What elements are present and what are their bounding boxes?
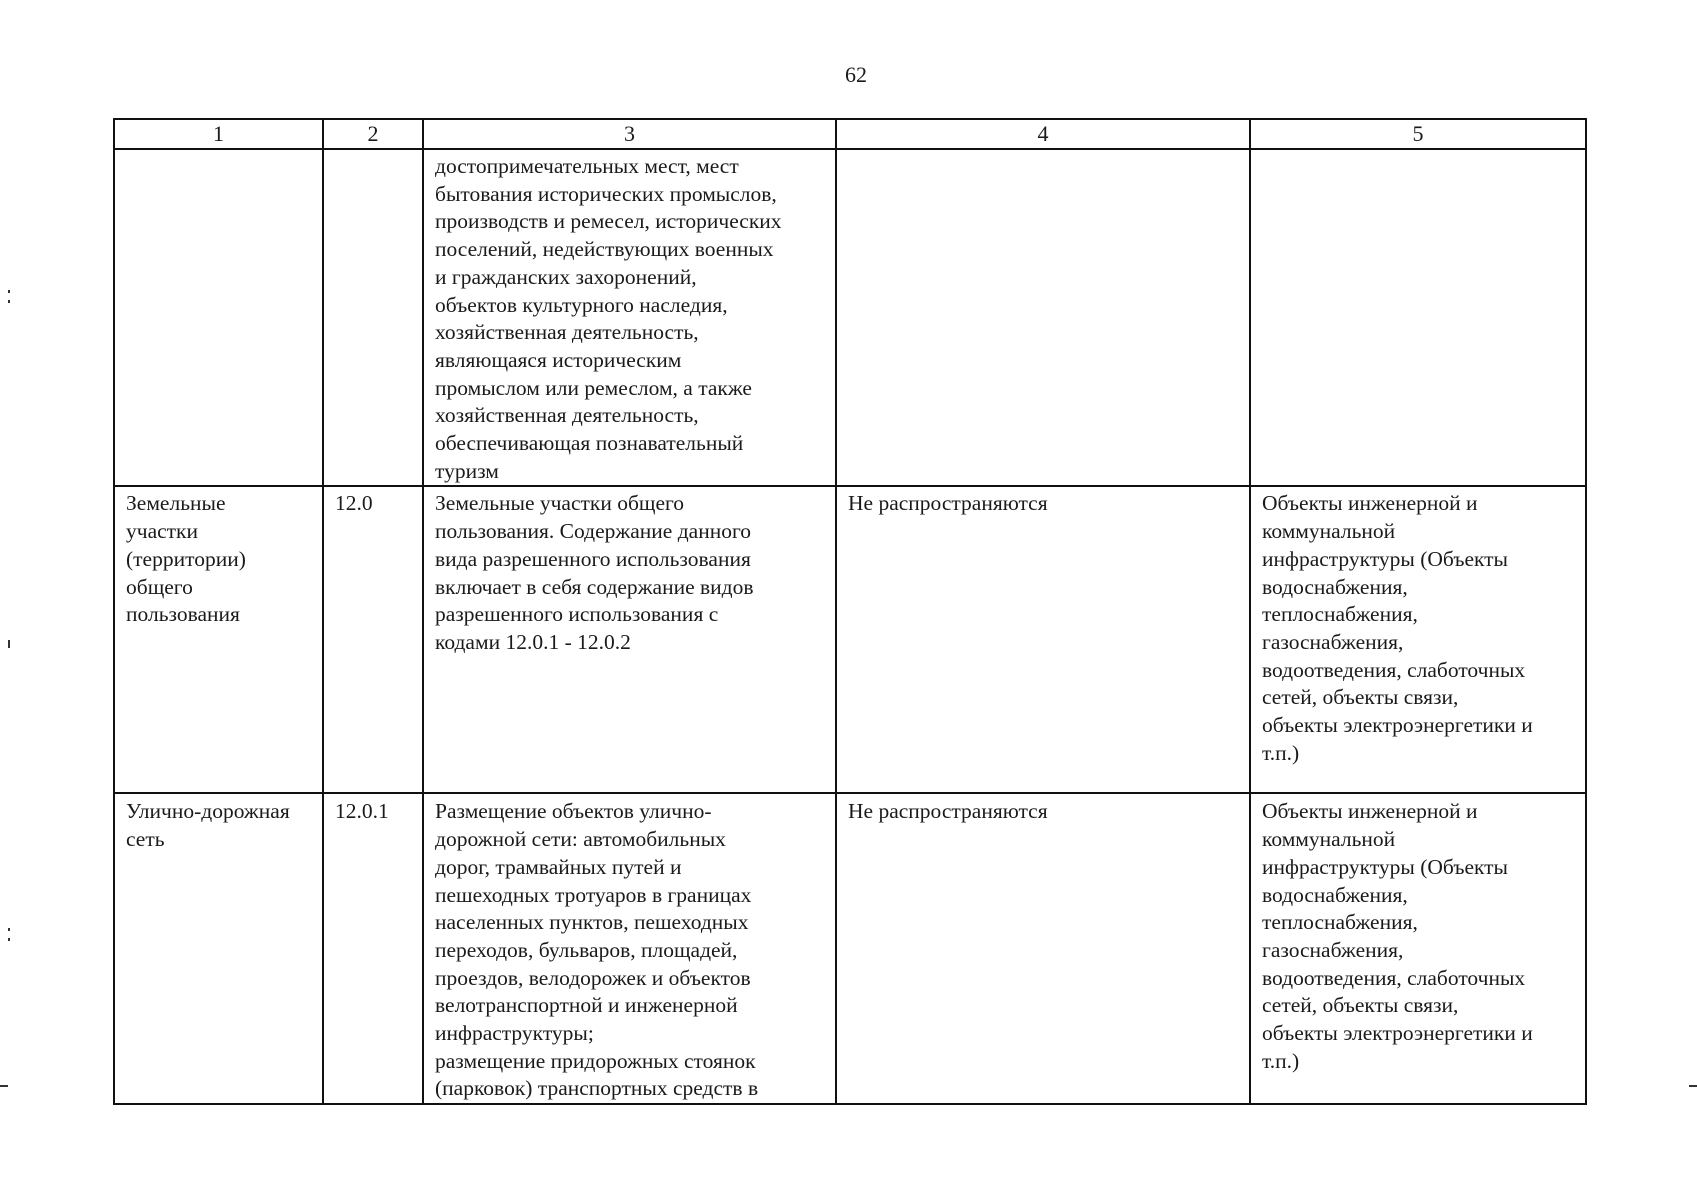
table-cell-parameters [836,793,1250,1104]
column-header: 2 [323,119,423,149]
cell-text: достопримечательных мест, мест бытования исторических промыслов, производств и ремесел, исторических поселений, недействующих военных и гражданских захоронений, объектов культурного наследия, хозяйственная деятельность, являющаяся историческим промыслом или ремеслом, а также хозяйственная деятельность, обеспечивающая познавательный туризм [435,154,782,483]
table-cell-description [423,149,836,486]
cell-text: Земельные участки общего пользования. Содержание данного вида разрешенного использования включает в себя содержание видов разрешенного использования с кодами 12.0.1 - 12.0.2 [435,491,754,654]
table-row [114,486,1586,793]
regulations-table [113,118,1587,1105]
cell-text: Улично-дорожная сеть [126,799,290,852]
table-cell-auxiliary [1250,486,1586,793]
column-header: 4 [836,119,1250,149]
cell-text: 12.0.1 [335,799,389,824]
scan-margin-mark [1689,1085,1697,1087]
table-cell-parameters [836,149,1250,486]
column-header: 5 [1250,119,1586,149]
cell-text: Размещение объектов улично- дорожной сети: автомобильных дорог, трамвайных путей и пешеходных тротуаров в границах населенных пунктов, пешеходных переходов, бульваров, площадей, проездов, велодорожек и объектов велотранспортной и инженерной инфраструктуры; размещение придорожных стоянок (парковок) транспортных средств в [435,799,759,1101]
table-cell-auxiliary [1250,149,1586,486]
table-cell-code [323,486,423,793]
scan-margin-mark [8,290,10,293]
column-header: 3 [423,119,836,149]
table-header-row [114,119,1586,149]
table-cell-description [423,486,836,793]
scan-margin-mark [8,928,10,931]
table-cell-use-name [114,793,323,1104]
scan-margin-mark [8,300,10,303]
table-cell-code [323,149,423,486]
cell-text: 12.0 [335,491,373,516]
table-row [114,149,1586,486]
table-cell-use-name [114,486,323,793]
page-number: 62 [845,62,867,87]
scan-margin-mark [0,1085,8,1087]
table-cell-description [423,793,836,1104]
scan-margin-mark [8,938,10,941]
column-header: 1 [114,119,323,149]
scan-margin-mark [8,640,10,648]
table-row [114,793,1586,1104]
table-cell-code [323,793,423,1104]
cell-text: Не распространяются [848,799,1048,824]
cell-text: Объекты инженерной и коммунальной инфраструктуры (Объекты водоснабжения, теплоснабжения, газоснабжения, водоотведения, слаботочных сетей, объекты связи, объекты электроэнергетики и т.п.) [1262,799,1533,1073]
table-cell-parameters [836,486,1250,793]
table-cell-use-name [114,149,323,486]
table-cell-auxiliary [1250,793,1586,1104]
cell-text: Объекты инженерной и коммунальной инфраструктуры (Объекты водоснабжения, теплоснабжения, газоснабжения, водоотведения, слаботочных сетей, объекты связи, объекты электроэнергетики и т.п.) [1262,491,1533,765]
cell-text: Не распространяются [848,491,1048,516]
cell-text: Земельные участки (территории) общего пользования [126,491,246,627]
